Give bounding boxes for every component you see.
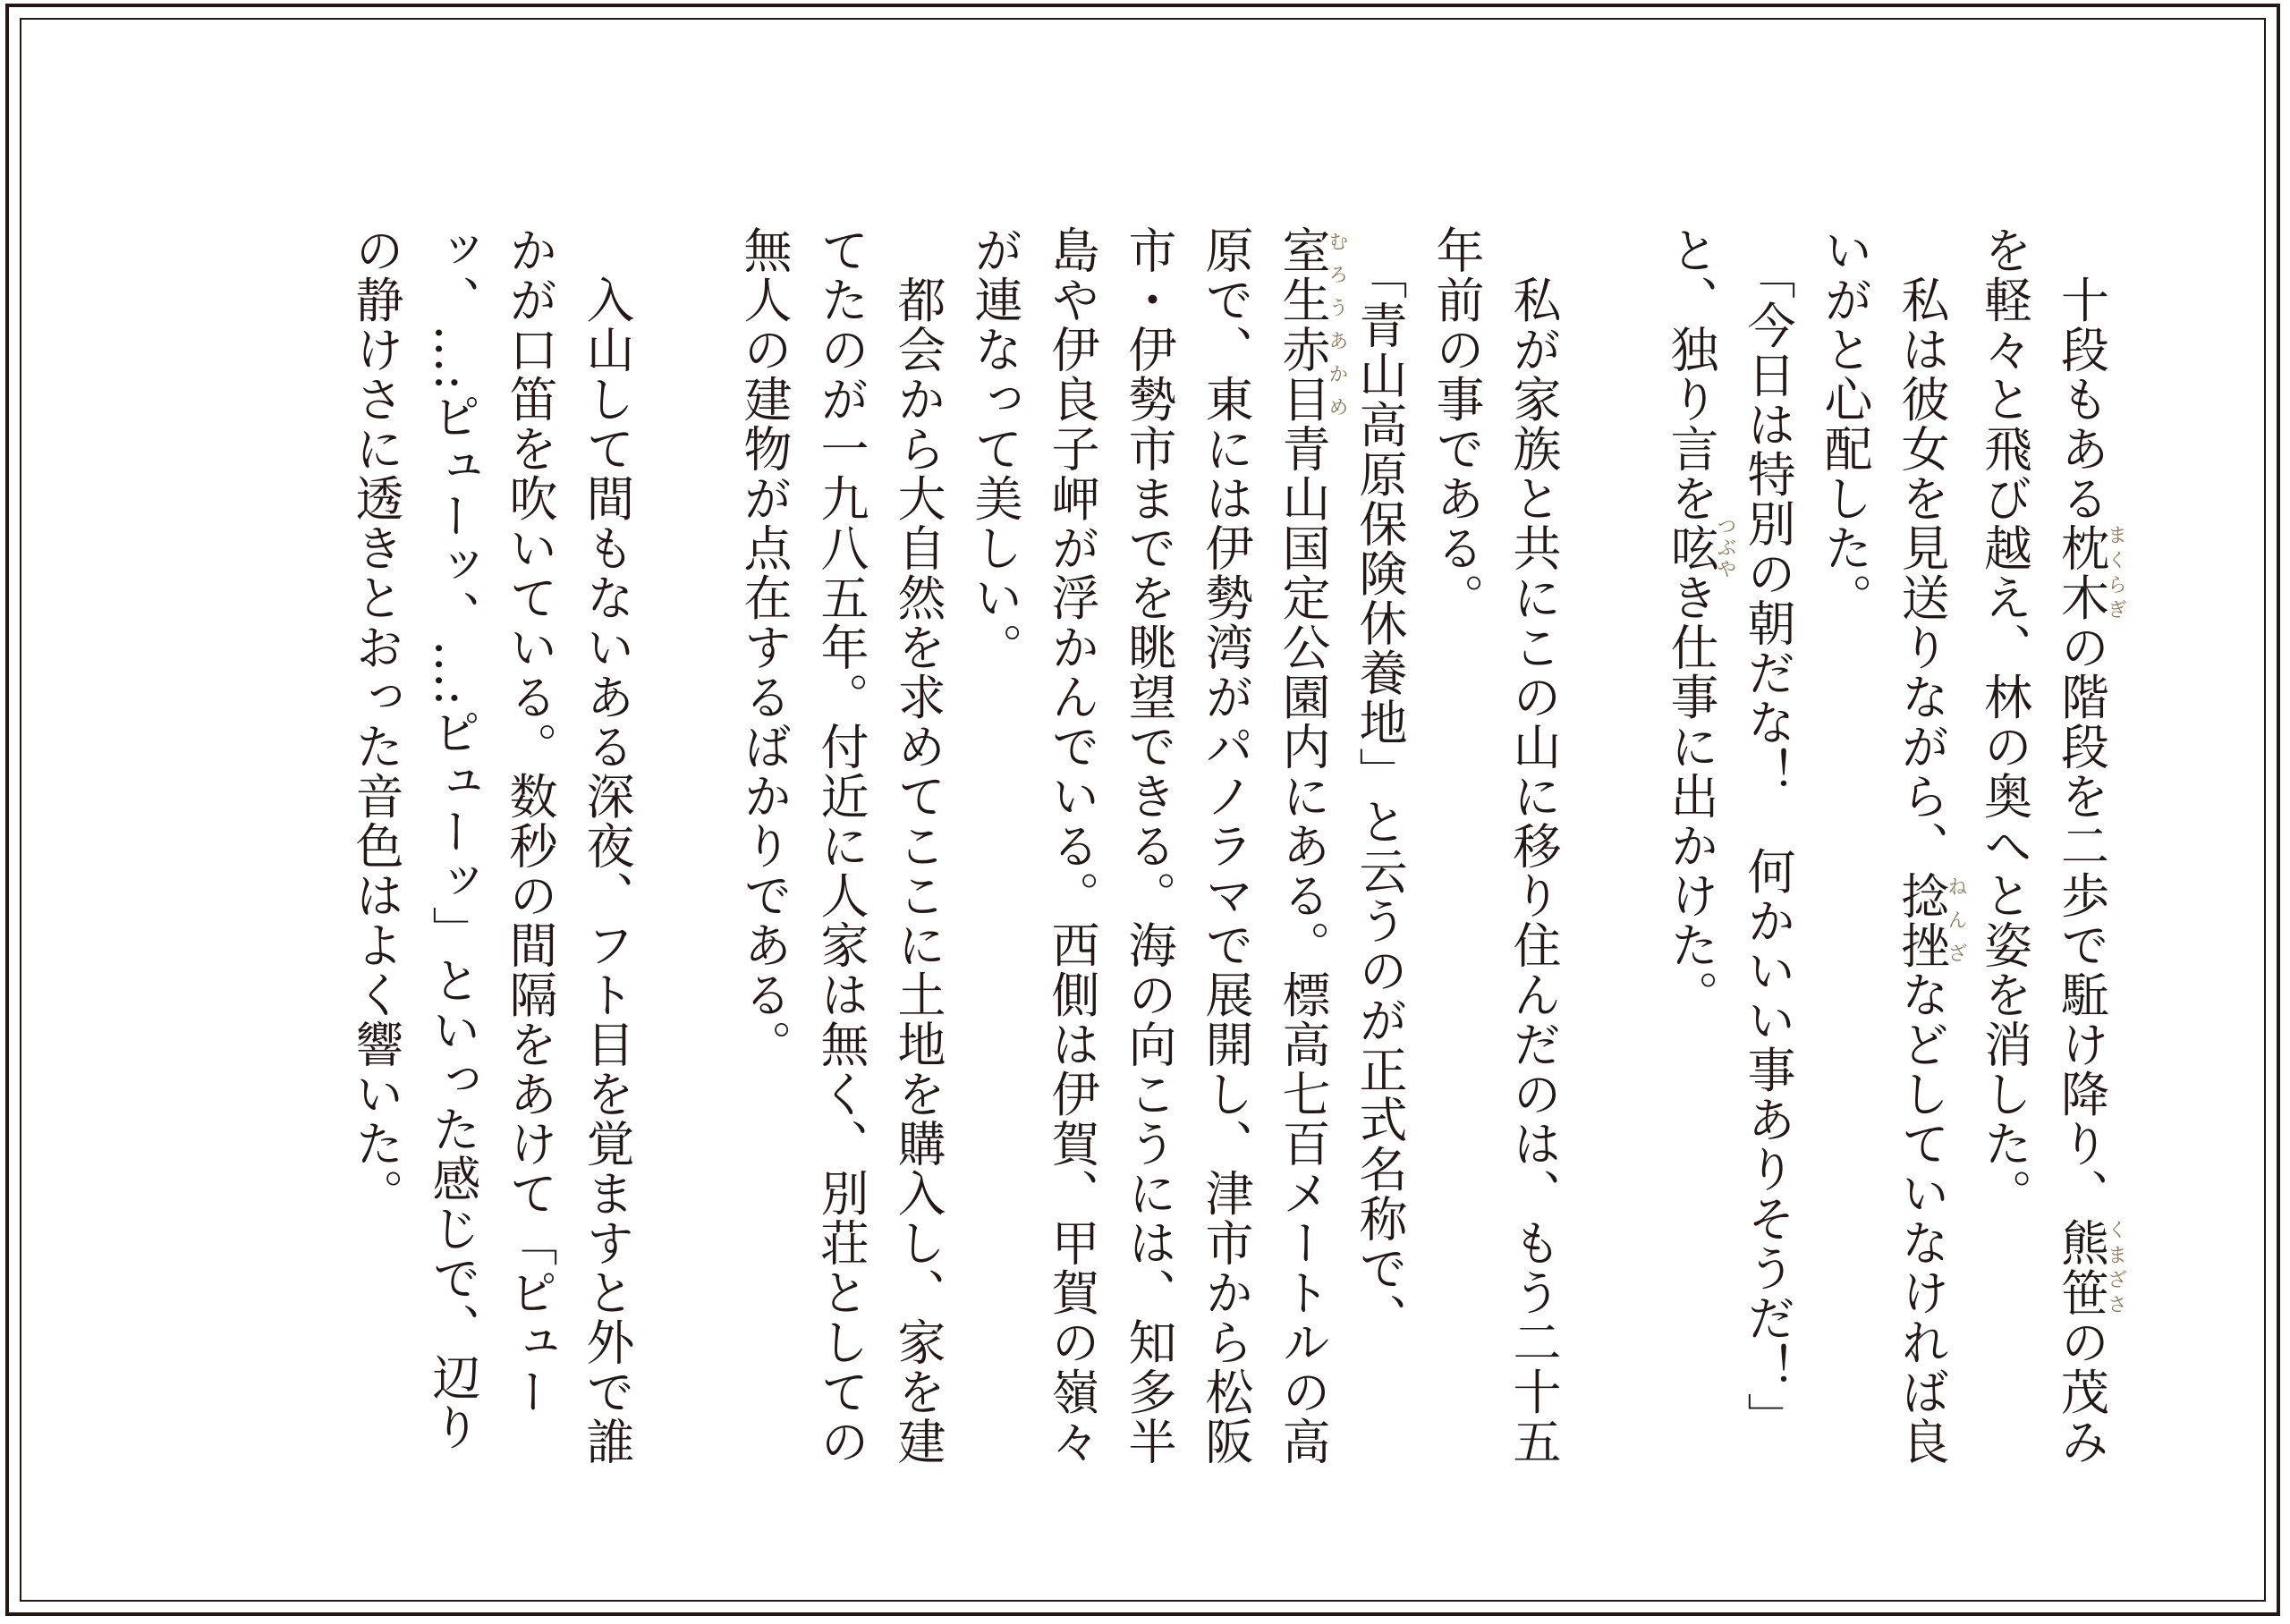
text-segment: などしていなければ良いがと心配した。 <box>1817 225 1950 1467</box>
paragraph-5 <box>956 225 1418 1477</box>
paragraph-2 <box>1806 225 1966 1477</box>
text-segment: 入山して間もないある深夜、フト目を覚ますと外で誰かが口笛を吹いている。数秒の間隔をあけて「ピューッ、…:ピューッ、…:ピューッ」といった感じで、辺りの静けさに透きとおった音色はよく響いた。 <box>348 225 635 1467</box>
text-segment: 青山国定公園内にある。標高七百メートルの高原で、東には伊勢湾がパノラマで展開し、津市から松阪市・伊勢市までを眺望できる。海の向こうには、知多半島や伊良子岬が浮かんでいる。西側は伊賀、甲賀の嶺々が連なって美しい。 <box>967 225 1331 1467</box>
ruby-reading: まくらぎ <box>2104 523 2127 622</box>
text-segment: き仕事に出かけた。 <box>1663 572 1719 1019</box>
paragraph-4 <box>1418 225 1572 1477</box>
text-segment: 「今日は特別の朝だな！ 何かいい事ありそうだ！」と、独り言を <box>1663 225 1796 1442</box>
ruby-word: 熊笹くまざさ <box>2053 1218 2127 1317</box>
text-segment: 私は彼女を見送りながら、 <box>1894 275 1950 871</box>
ruby-word: 枕木まくらぎ <box>2053 523 2127 622</box>
text-segment: 私が家族と共にこの山に移り住んだのは、もう二十五年前の事である。 <box>1429 225 1562 1467</box>
ruby-reading: つぶや <box>1714 515 1736 580</box>
ruby-reading: ねんざ <box>1945 870 1967 970</box>
ruby-word: 呟つぶや <box>1663 515 1736 580</box>
ruby-word: 室生赤目むろうあかめ <box>1275 225 1348 424</box>
vertical-text-body <box>337 225 2125 1477</box>
paragraph-3 <box>1652 225 1806 1477</box>
ruby-reading: むろうあかめ <box>1326 225 1348 424</box>
paragraph-1 <box>1966 225 2126 1477</box>
paragraph-7 <box>337 225 645 1477</box>
text-segment: 十段もある <box>2053 275 2110 523</box>
paragraph-6 <box>725 225 956 1477</box>
text-segment: 都会から大自然を求めてここに土地を購入し、家を建てたのが一九八五年。付近に人家は無く、別荘としての無人の建物が点在するばかりである。 <box>736 225 946 1467</box>
text-segment: の階段を二歩で駈け降り、 <box>2053 622 2110 1218</box>
text-segment: の茂みを軽々と飛び越え、林の奥へと姿を消した。 <box>1976 225 2110 1467</box>
text-segment: 「青山高原保険休養地」と云うのが正式名称で、 <box>1352 275 1408 1343</box>
ruby-word: 捻挫ねんざ <box>1894 870 1967 970</box>
ruby-reading: くまざさ <box>2104 1218 2127 1317</box>
